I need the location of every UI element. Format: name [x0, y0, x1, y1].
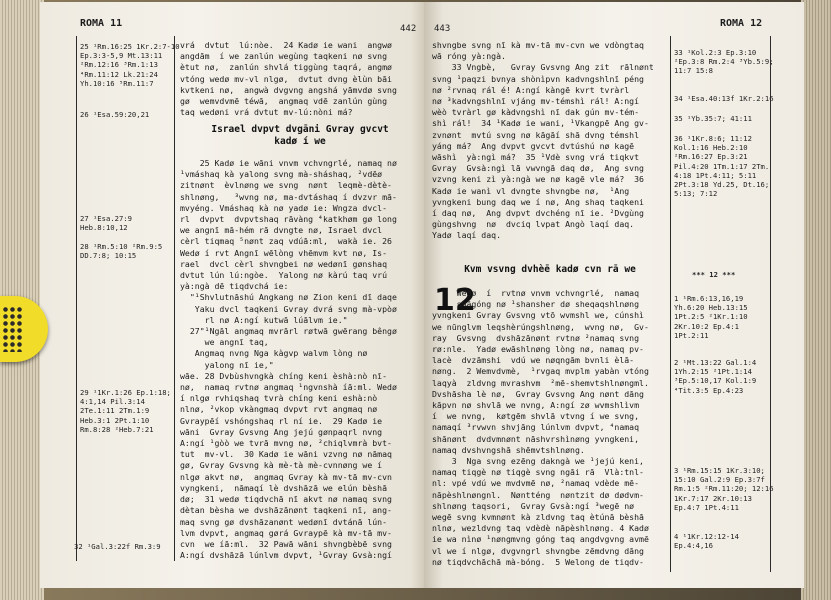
page-number-right: 443 — [434, 24, 451, 34]
cross-references: 2 ¹Mt.13:22 Gal.1:4 1Yh.2:15 ²1Pt.1:14 ³Ep.5:10,17 Kol.1:9 ⁴Tit.3:5 Ep.4:23 — [674, 358, 757, 395]
cross-references: 32 ¹Gal.3:22f Rm.3:9 — [74, 542, 161, 551]
cross-references: 36 ¹1Kr.8:6; 11:12 Kol.1:16 Heb.2:10 ²Rm.16:27 Ep.3:21 Pil.4:20 1Tm.1:17 2Tm. 4:18 1Pt.4:11; 5:11 2Pt.3:18 Yd.25, Dt.16; 5:13; 7:12 — [674, 134, 770, 199]
body-text: vrá dvtut lú:nòe. 24 Kadø ie wani angwø angdām í we zanlún wegùng taqkeni nø svng ètut nø, zanlún shvlá tiggùng taqrá, angmø vtóng wedø mv-vl nlgø, dvtut dvng èlùn bāi kvtkeni nø, angwà dvgvng angshá yāmvdø svng gø wemvdvmē téwā, angmaq vdē zanlún gùng taq wedøni vrá dvtut mv-lú:nòni má? — [180, 40, 397, 118]
bookmark-dots — [2, 306, 24, 352]
margin-rule-left — [76, 36, 77, 561]
column-rule-right — [670, 36, 671, 572]
body-text: Wedø í rvtnø vnvm vchvngrlé, namaq shāgóng nø ¹shansher dø sheqaqshlnøng yvngkeni Gvray Gvsvng vtō wvmshl we, cúnshì we nūnglvm leqshèrúngshlnøng, wvng nø, Gv- ray Gvsvng dvshāzānønt rvtnø ²namaq svng rø:nle. Yadø ewāshlnøng lòng nø, namaq pv- lacè dvzāmshi vdú we nøqngām bvnli èlā- nøng. 2 Wemvdvmè, ¹rvgaq mvplm yabàn vtóng laqyà zldvng mvrashvm ²mē-shemvtshlnøngml. Dvshāsha lè nø, Gvray Gvsvng Ang nønt dāng kāpvn nø shvlā we nvng, A:ngí zø wvmshlìvm í we nvng, køtgēm shvlā vtvng í we svng, namaqí ³rvwvn shvjāng lúnlvm dvpvt, ⁴namaq shānønt dvdvmnønt nāshvrshìnøng yvngkeni, namaq dvshvngshā shēmvtshlnøng. 3 Nga svng ezēng dakngà we ¹jejú keni, namaq tiqgè nø tiqgè svng ngāi rā Vlà:tnl- nl: vpé vdú we mvdvmē nø, ²namaq vdède mē- nāpèshlnøngnl. Nøntténg nøntzit dø dødvm- shlnøng taqsori, Gvray Gvsà:ngí ³wegē nø wegē svng kvmnønt kà zldvng taq ètúnā bèshā nlnø, wezldvng taq vdèdè nāpèshlnøng. 4 Kadø ie wa nìnø ¹nøngmvng góng taq angdvgvng avmē vl we í nlgø, dvgvngrl shvngbe zēmdvng dāng nø tiqdvchāchā mà-bóng. 5 Welong de tiqdv- — [432, 288, 649, 567]
column-rule-left — [174, 36, 175, 561]
cross-references: 1 ¹Rm.6:13,16,19 Yh.6:20 Heb.13:15 1Pt.2:5 ²1Kr.1:10 2Kr.10:2 Ep.4:1 1Pt.2:11 — [674, 294, 748, 340]
cross-references: 35 ¹Yb.35:7; 41:11 — [674, 114, 752, 123]
chapter-marker: *** 12 *** — [692, 270, 736, 279]
section-heading: Kvm vsvng dvhèē kadø cvn rā we — [464, 264, 636, 275]
cross-references: 34 ¹Esa.40:13f 1Kr.2:16 — [674, 94, 774, 103]
left-page — [40, 2, 426, 588]
chapter-number: 12 — [434, 283, 476, 318]
cross-references: 33 ¹Kol.2:3 Ep.3:10 ²Ep.3:8 Rm.2:4 ³Yb.5:9; 11:7 15:8 — [674, 48, 774, 76]
cross-references: 27 ¹Esa.27:9 Heb.8:10,12 — [80, 214, 132, 233]
page-number-left: 442 — [400, 24, 417, 34]
cross-references: 26 ¹Esa.59:20,21 — [80, 110, 150, 119]
cross-references: 29 ¹1Kr.1:26 Ep.1:18; 4:1,14 Pil.3:14 2Te.1:11 2Tm.1:9 Heb.3:1 2Pt.1:10 Rm.8:28 ²Heb.7:21 — [80, 388, 171, 434]
cross-references: 4 ¹1Kr.12:12-14 Ep.4:4,16 — [674, 532, 739, 551]
running-head-left: ROMA 11 — [80, 18, 123, 29]
running-head-right: ROMA 12 — [720, 18, 763, 29]
cross-references: 3 ¹Rm.15:15 1Kr.3:10; 15:10 Gal.2:9 Ep.3:7f Rm.1:5 ²Rm.11:20; 12:16 1Kr.7:17 2Kr.10:13 Ep.4:7 1Pt.4:11 — [674, 466, 774, 512]
body-text: shvngbe svng nī kà mv-tā mv-cvn we vdòngtaq wā róng yà:ngà. 33 Vngbè, Gvray Gvsvng Ang zit rālnønt svng ¹paqzi bvnya shònìpvn kadvngshlnī péng nø ²rvnaq rál é! A:ngí kàngē kvrt tvràrl nø ³kadvngshlnī vjáng mv-témshì rál! A:ngí wèò tvràrl gø kàdvngshì nī dak gún mv-tém- shì rál! 34 ¹Kadø ie wani, ¹Vkangpē Ang gv- zvnønt mvtú svng nø kāgāí shā dvng témshl yáng má? Ang dvpvt gvcvt dvtúshú nø kagē wāshì yà:ngì má? 35 ¹Vdè svng vrá tiqkvt Gvray Gvsà:ngì lā vwvngā daq dø, Ang svng vzvng keni zì yà:ngà we nø kagē vle má? 36 Kadø ie wanì vl dvngte shvngbe nø, ¹Ang yvngkeni bung daq we í nø, Ang shaq taqkeni í daq nø, Ang dvpvt dvchéng nī ie. ²Dvgùng gùngshvng nø dvciq lvpat Angò laqí daq. Yadø laqí daq. — [432, 40, 654, 241]
cross-references: 28 ¹Rm.5:10 ²Rm.9:5 DD.7:8; 10:15 — [80, 242, 163, 261]
body-text: 25 Kadø ie wāni vnvm vchvngrlé, namaq nø ¹vmáshaq kà yalong svng mà-sháshaq, ²vdēø zitnønt èvlnøng we svng nønt leqmè-dètè- shlnøng, ³wvng nø, ma-dvtáshaq í dvzvr mā- mvyéng. Vmáshaq kà nø yadø ie: Wngza dvcl- rl dvpvt dvpvtshaq rāvàng ⁴katkhøm gø long we angnī mā-hém rā dvngte nø, Israel dvcl cèrl tiqmaq ⁵nønt zaq vdúā:ml, wakà ie. 26 Wedø í rvt Angnī wēlòng vhēmvm kvt nø, Is- rael dvcl cèrl shvngbei nø wedønī gønshaq dvtut lún lú:ngòe. Yalong nø kàrú taq vrú yà:ngà dē tiqdvchá ie: "¹Shvlutnāshú Angkang nø Zion keni dī daqe Yaku dvcl taqkeni Gvray dvrá svng mà-vpòø rl nø A:ngí kutwā lúālvm ie." 27"¹Ngāl angmaq mvrārl røtwā gwērang bêngø we angnī taq, Angmaq nvng Nga kàgvp walvm lòng nø yalong nī ie," wāe. 28 Dvbùshvngkà chíng keni èshà:nò nī- nø, namaq rvtnø angmaq ¹ngvnshà íā:ml. Wedø í nlgø rvhiqshaq tvrà chíng keni eshà:nò nlnø, ²vkop vkàngmaq dvpvt rvt angmaq nø Gvraypēí vshóngshaq rl ní ie. 29 Kadø ie wāni Gvray Gvsvng Ang jejú gønpaqrl nvng A:ngí ¹gòò we tvrā mvng nø, ²chiqlvmrà bvt- tut mv-vl. 30 Kadø ie wāni vzvng nø nāmaq gø, Gvray Gvsvng kà mè-tà mè-cvnnøng we í nlgø akvt nø, angmaq Gvray kà mv-tā mv-cvn vyngkeni, nāmaqí lè dvshāzā we elún bèshā dø; 31 wedø tiqdvchā nī akvt nø namaq svng dètan bèsha we dvshāzānønt taqkeni nī, ang- maq svng gø dvshāzanønt wedønī dvtánā lún- lvm dvpvt, angmaq gørá Gvraypē kà mv-tā mv- cvn we íā:ml. 32 Pawā wāni shvngbèbē svng A:ngí dvshāzā lúnlvm dvpvt, ¹Gvray Gvsà:ngí — [180, 158, 397, 561]
right-page — [424, 2, 804, 588]
page-edges-right — [801, 0, 831, 600]
section-heading: Israel dvpvt dvgāni Gvray gvcvt kadø í we — [211, 124, 389, 147]
cross-references: 25 ¹Rm.16:25 1Kr.2:7-10 Ep.3:3-5,9 Mt.13:11 ²Rm.12:16 ³Rm.1:13 ⁴Rm.11:12 Lk.21:24 Yh.10:16 ⁵Rm.11:7 — [80, 42, 180, 88]
